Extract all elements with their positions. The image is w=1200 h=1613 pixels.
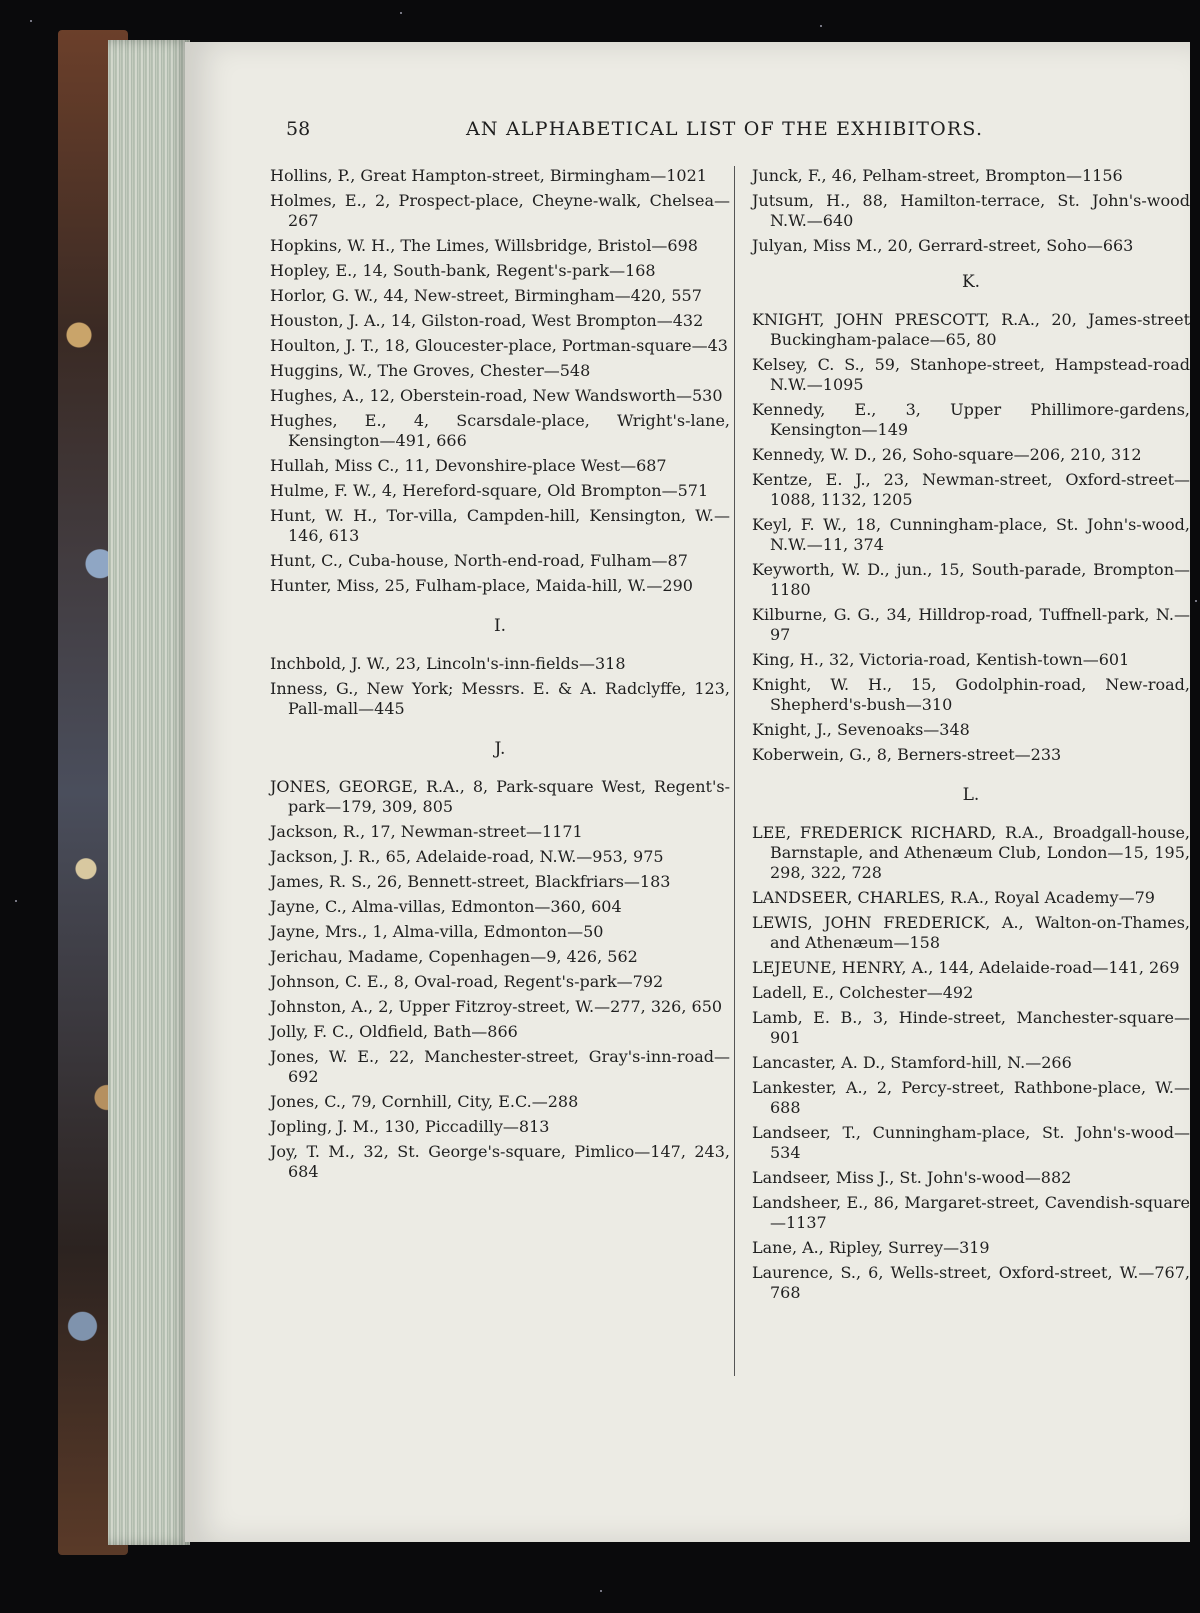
section-h-entries	[270, 166, 730, 596]
exhibitor-entry: Lankester, A., 2, Percy-street, Rathbone-place, W.—688	[752, 1078, 1190, 1117]
exhibitor-entry: Jackson, R., 17, Newman-street—1171	[270, 822, 583, 841]
running-title: AN ALPHABETICAL LIST OF THE EXHIBITORS.	[466, 118, 984, 140]
exhibitor-entry: Junck, F., 46, Pelham-street, Brompton—1156	[752, 166, 1123, 185]
exhibitor-entry: LEE, FREDERICK RICHARD, R.A., Broadgall-house, Barnstaple, and Athenæum Club, London—15, 195, 298, 322, 728	[752, 823, 1190, 882]
exhibitor-entry: King, H., 32, Victoria-road, Kentish-town—601	[752, 650, 1130, 669]
exhibitor-entry: Kennedy, E., 3, Upper Phillimore-gardens, Kensington—149	[752, 400, 1190, 439]
right-column	[752, 166, 1190, 1308]
exhibitor-entry: Landseer, T., Cunningham-place, St. John's-wood—534	[752, 1123, 1190, 1162]
exhibitor-entry: Jayne, C., Alma-villas, Edmonton—360, 604	[270, 897, 622, 916]
exhibitor-entry: JONES, GEORGE, R.A., 8, Park-square West, Regent's-park—179, 309, 805	[270, 777, 730, 816]
exhibitor-entry: Hunt, W. H., Tor-villa, Campden-hill, Kensington, W.—146, 613	[270, 506, 730, 545]
exhibitor-entry: Huggins, W., The Groves, Chester—548	[270, 361, 591, 380]
exhibitor-entry: Julyan, Miss M., 20, Gerrard-street, Soho—663	[752, 236, 1134, 255]
exhibitor-entry: Hopley, E., 14, South-bank, Regent's-park—168	[270, 261, 656, 280]
exhibitor-entry: Hughes, A., 12, Oberstein-road, New Wandsworth—530	[270, 386, 723, 405]
section-l-entries	[752, 823, 1190, 1303]
exhibitor-entry: Landseer, Miss J., St. John's-wood—882	[752, 1168, 1072, 1187]
exhibitor-entry: Hulme, F. W., 4, Hereford-square, Old Brompton—571	[270, 481, 709, 500]
exhibitor-entry: Horlor, G. W., 44, New-street, Birmingham—420, 557	[270, 286, 702, 305]
exhibitor-entry: Lane, A., Ripley, Surrey—319	[752, 1238, 990, 1257]
exhibitor-entry: Jayne, Mrs., 1, Alma-villa, Edmonton—50	[270, 922, 604, 941]
exhibitor-entry: Inness, G., New York; Messrs. E. & A. Radclyffe, 123, Pall-mall—445	[270, 679, 730, 718]
exhibitor-entry: Koberwein, G., 8, Berners-street—233	[752, 745, 1062, 764]
section-letter-j: J.	[494, 739, 506, 759]
exhibitor-entry: Ladell, E., Colchester—492	[752, 983, 974, 1002]
section-j-entries	[270, 777, 730, 1182]
exhibitor-entry: Hunter, Miss, 25, Fulham-place, Maida-hill, W.—290	[270, 576, 693, 595]
exhibitor-entry: Laurence, S., 6, Wells-street, Oxford-street, W.—767, 768	[752, 1263, 1190, 1302]
exhibitor-entry: Lancaster, A. D., Stamford-hill, N.—266	[752, 1053, 1072, 1072]
exhibitor-entry: Kentze, E. J., 23, Newman-street, Oxford-street—1088, 1132, 1205	[752, 470, 1190, 509]
exhibitor-entry: Hughes, E., 4, Scarsdale-place, Wright's-lane, Kensington—491, 666	[270, 411, 730, 450]
exhibitor-entry: Hopkins, W. H., The Limes, Willsbridge, Bristol—698	[270, 236, 698, 255]
page-header	[286, 118, 1026, 148]
exhibitor-entry: Kilburne, G. G., 34, Hilldrop-road, Tuffnell-park, N.—97	[752, 605, 1190, 644]
exhibitor-entry: Hullah, Miss C., 11, Devonshire-place West—687	[270, 456, 667, 475]
exhibitor-entry: LEWIS, JOHN FREDERICK, A., Walton-on-Thames, and Athenæum—158	[752, 913, 1190, 952]
exhibitor-entry: Joy, T. M., 32, St. George's-square, Pimlico—147, 243, 684	[270, 1142, 730, 1181]
exhibitor-entry: LANDSEER, CHARLES, R.A., Royal Academy—79	[752, 888, 1155, 907]
exhibitor-entry: Knight, J., Sevenoaks—348	[752, 720, 970, 739]
exhibitor-entry: Inchbold, J. W., 23, Lincoln's-inn-fields—318	[270, 654, 626, 673]
column-divider	[734, 166, 735, 1376]
exhibitor-entry: Jerichau, Madame, Copenhagen—9, 426, 562	[270, 947, 638, 966]
exhibitor-entry: James, R. S., 26, Bennett-street, Blackfriars—183	[270, 872, 671, 891]
exhibitor-entry: Knight, W. H., 15, Godolphin-road, New-road, Shepherd's-bush—310	[752, 675, 1190, 714]
exhibitor-entry: Jopling, J. M., 130, Piccadilly—813	[270, 1117, 550, 1136]
section-letter-i: I.	[493, 616, 507, 636]
exhibitor-entry: LEJEUNE, HENRY, A., 144, Adelaide-road—141, 269	[752, 958, 1180, 977]
section-letter-l: L.	[962, 785, 980, 805]
exhibitor-entry: Jackson, J. R., 65, Adelaide-road, N.W.—953, 975	[270, 847, 664, 866]
exhibitor-entry: Kennedy, W. D., 26, Soho-square—206, 210, 312	[752, 445, 1142, 464]
section-i-entries	[270, 654, 730, 719]
exhibitor-entry: Lamb, E. B., 3, Hinde-street, Manchester-square—901	[752, 1008, 1190, 1047]
exhibitor-entry: Jolly, F. C., Oldfield, Bath—866	[270, 1022, 518, 1041]
section-k-entries	[752, 310, 1190, 765]
exhibitor-entry: Houlton, J. T., 18, Gloucester-place, Portman-square—43	[270, 336, 728, 355]
page-edges	[108, 40, 190, 1545]
exhibitor-entry: KNIGHT, JOHN PRESCOTT, R.A., 20, James-street Buckingham-palace—65, 80	[752, 310, 1190, 349]
exhibitor-entry: Jones, W. E., 22, Manchester-street, Gray's-inn-road—692	[270, 1047, 730, 1086]
exhibitor-entry: Keyl, F. W., 18, Cunningham-place, St. John's-wood, N.W.—11, 374	[752, 515, 1190, 554]
exhibitor-entry: Holmes, E., 2, Prospect-place, Cheyne-walk, Chelsea—267	[270, 191, 730, 230]
section-letter-k: K.	[961, 272, 981, 292]
exhibitor-entry: Landsheer, E., 86, Margaret-street, Cavendish-square—1137	[752, 1193, 1190, 1232]
exhibitor-entry: Jutsum, H., 88, Hamilton-terrace, St. John's-wood N.W.—640	[752, 191, 1190, 230]
exhibitor-entry: Hollins, P., Great Hampton-street, Birmingham—1021	[270, 166, 707, 185]
exhibitor-entry: Johnston, A., 2, Upper Fitzroy-street, W.—277, 326, 650	[270, 997, 723, 1016]
exhibitor-entry: Hunt, C., Cuba-house, North-end-road, Fulham—87	[270, 551, 688, 570]
exhibitor-entry: Jones, C., 79, Cornhill, City, E.C.—288	[270, 1092, 579, 1111]
left-column	[270, 166, 730, 1187]
exhibitor-entry: Houston, J. A., 14, Gilston-road, West Brompton—432	[270, 311, 704, 330]
exhibitor-entry: Kelsey, C. S., 59, Stanhope-street, Hampstead-road N.W.—1095	[752, 355, 1190, 394]
exhibitor-entry: Johnson, C. E., 8, Oval-road, Regent's-park—792	[270, 972, 664, 991]
exhibitor-entry: Keyworth, W. D., jun., 15, South-parade, Brompton—1180	[752, 560, 1190, 599]
section-j-continued-entries	[752, 166, 1190, 256]
page-number: 58	[286, 118, 311, 140]
